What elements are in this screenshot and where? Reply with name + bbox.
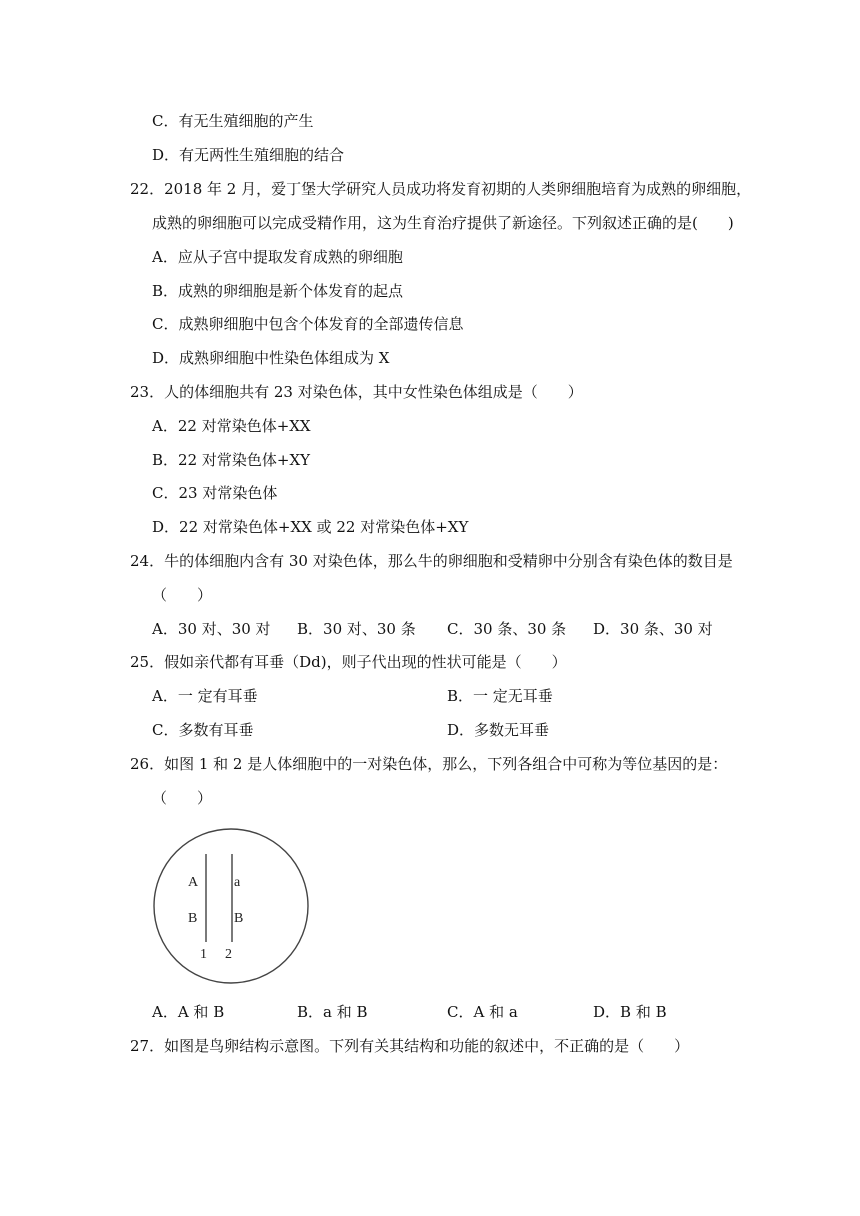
q22-stem-line2: 成熟的卵细胞可以完成受精作用，这为生育治疗提供了新途径。下列叙述正确的是( ): [152, 214, 734, 232]
q24-stem-line2: （ ）: [152, 586, 213, 604]
q23-option-b: B．22 对常染色体+XY: [152, 451, 311, 469]
chromosome-pair-figure: [152, 824, 310, 988]
q25-options-row1: [0, 686, 860, 706]
gene-label-a: a: [234, 875, 241, 890]
gene-label-A: A: [188, 875, 199, 890]
gene-label-B-left: B: [188, 911, 198, 926]
q21-option-d: D．有无两性生殖细胞的结合: [152, 146, 345, 164]
q22-option-a: A．应从子宫中提取发育成熟的卵细胞: [152, 248, 403, 266]
q24-options-row: [0, 619, 860, 639]
q26-option-d: D．B 和 B: [593, 1003, 667, 1021]
q22-option-d: D．成熟卵细胞中性染色体组成为 X: [152, 349, 390, 367]
q27-stem: 27．如图是鸟卵结构示意图。下列有关其结构和功能的叙述中，不正确的是（ ）: [130, 1037, 690, 1055]
q24-option-d: D．30 条、30 对: [593, 620, 713, 638]
chromosome-number-1: 1: [200, 947, 207, 962]
q23-option-d: D．22 对常染色体+XX 或 22 对常染色体+XY: [152, 518, 469, 536]
q25-option-d: D．多数无耳垂: [447, 721, 550, 739]
q22-option-c: C．成熟卵细胞中包含个体发育的全部遗传信息: [152, 315, 464, 333]
q26-stem-line1: 26．如图 1 和 2 是人体细胞中的一对染色体，那么，下列各组合中可称为等位基因的是：: [130, 755, 728, 773]
chromosome-number-2: 2: [225, 947, 232, 962]
q25-option-a: A．一 定有耳垂: [152, 687, 258, 705]
q24-stem-line1: 24．牛的体细胞内含有 30 对染色体，那么牛的卵细胞和受精卵中分别含有染色体的数目是: [130, 552, 733, 570]
q21-option-c: C．有无生殖细胞的产生: [152, 112, 314, 130]
q22-option-b: B．成熟的卵细胞是新个体发育的起点: [152, 282, 404, 300]
q24-option-c: C．30 条、30 条: [447, 620, 567, 638]
q25-options-row2: [0, 720, 860, 740]
q26-option-c: C．A 和 a: [447, 1003, 518, 1021]
q22-stem-line1: 22．2018 年 2 月，爱丁堡大学研究人员成功将发育初期的人类卵细胞培育为成熟的卵细胞，: [130, 180, 752, 198]
q25-stem: 25．假如亲代都有耳垂（Dd)，则子代出现的性状可能是（ ）: [130, 653, 567, 671]
q24-option-b: B．30 对、30 条: [297, 620, 416, 638]
q26-option-a: A．A 和 B: [152, 1003, 225, 1021]
q26-stem-line2: （ ）: [152, 789, 213, 807]
q23-option-c: C．23 对常染色体: [152, 484, 278, 502]
q24-option-a: A．30 对、30 对: [152, 620, 271, 638]
q26-options-row: [0, 1002, 860, 1022]
q23-option-a: A．22 对常染色体+XX: [152, 417, 311, 435]
q23-stem: 23．人的体细胞共有 23 对染色体，其中女性染色体组成是（ ）: [130, 383, 583, 401]
q25-option-c: C．多数有耳垂: [152, 721, 254, 739]
q26-option-b: B．a 和 B: [297, 1003, 368, 1021]
gene-label-B-right: B: [234, 911, 244, 926]
q25-option-b: B．一 定无耳垂: [447, 687, 553, 705]
